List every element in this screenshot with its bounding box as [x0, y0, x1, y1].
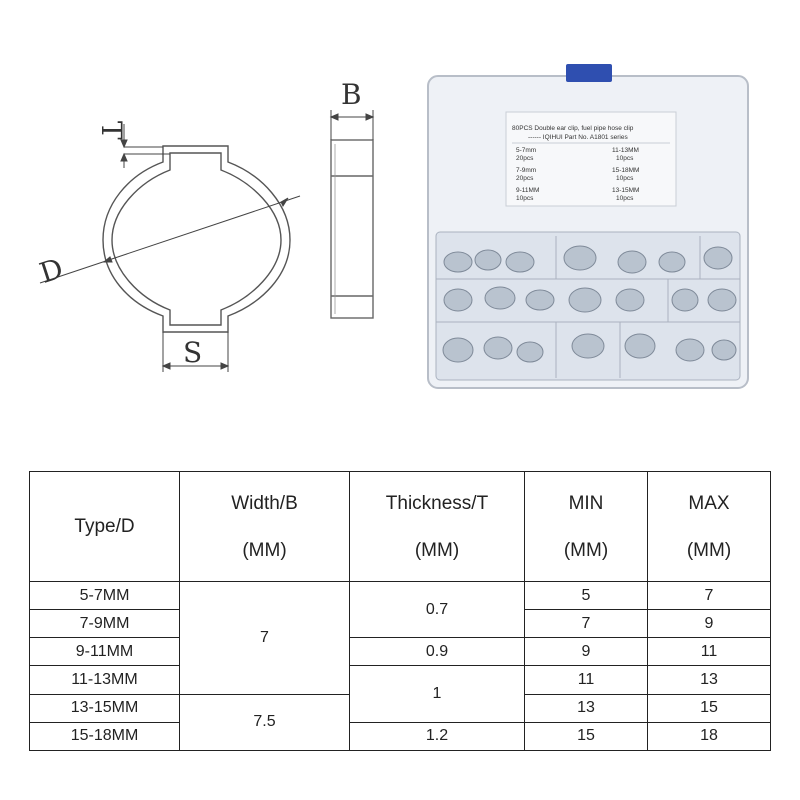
- header-max: MAX (MM): [648, 472, 771, 582]
- spec-table: [29, 471, 771, 751]
- cell-min: 9: [525, 638, 648, 666]
- label-entry-size: 11-13MM: [612, 147, 639, 154]
- label-entry-qty: 10pcs: [616, 175, 634, 182]
- label-entry-size: 5-7mm: [516, 147, 537, 154]
- cell-thickness: 1: [350, 666, 525, 722]
- label-entry-size: 13-15MM: [612, 187, 640, 194]
- header-width: Width/B (MM): [180, 472, 350, 582]
- label-entry-size: 7-9mm: [516, 167, 537, 174]
- cell-max: 18: [648, 722, 771, 750]
- diameter-dimension: [40, 196, 300, 283]
- label-entry-qty: 10pcs: [616, 195, 634, 202]
- cell-max: 13: [648, 666, 771, 694]
- table-row: [30, 666, 771, 694]
- cell-width: 7.5: [180, 694, 350, 750]
- cell-thickness: 1.2: [350, 722, 525, 750]
- table-row: [30, 582, 771, 610]
- cell-width: 7: [180, 582, 350, 695]
- cell-min: 11: [525, 666, 648, 694]
- diameter-label: D: [35, 251, 68, 290]
- cell-max: 7: [648, 582, 771, 610]
- width-label: B: [341, 78, 362, 111]
- table-row: [30, 638, 771, 666]
- cell-type: 9-11MM: [30, 638, 180, 666]
- thickness-label: T: [95, 121, 128, 140]
- span-label: S: [183, 336, 203, 369]
- product-title: 80PCS Double ear clip, fuel pipe hose clip: [512, 125, 634, 132]
- table-row: [30, 722, 771, 750]
- cell-max: 9: [648, 610, 771, 638]
- label-entry-qty: 10pcs: [516, 195, 534, 202]
- header-min: MIN (MM): [525, 472, 648, 582]
- cell-min: 7: [525, 610, 648, 638]
- label-entry-size: 15-18MM: [612, 167, 640, 174]
- cell-type: 11-13MM: [30, 666, 180, 694]
- cell-type: 7-9MM: [30, 610, 180, 638]
- cell-type: 15-18MM: [30, 722, 180, 750]
- width-dimension: [331, 110, 373, 140]
- label-entry-qty: 10pcs: [616, 155, 634, 162]
- cell-type: 13-15MM: [30, 694, 180, 722]
- product-box-photo: [428, 64, 748, 388]
- cell-min: 5: [525, 582, 648, 610]
- cell-max: 11: [648, 638, 771, 666]
- cell-type: 5-7MM: [30, 582, 180, 610]
- label-entry-size: 9-11MM: [516, 187, 540, 194]
- header-thickness: Thickness/T (MM): [350, 472, 525, 582]
- clamp-profile: [103, 146, 290, 332]
- clamp-side-view: [331, 140, 373, 318]
- cell-min: 15: [525, 722, 648, 750]
- cell-max: 15: [648, 694, 771, 722]
- cell-min: 13: [525, 694, 648, 722]
- label-entry-qty: 20pcs: [516, 155, 534, 162]
- header-type: Type/D: [30, 472, 180, 582]
- cell-thickness: 0.7: [350, 582, 525, 638]
- cell-thickness: 0.9: [350, 638, 525, 666]
- product-subtitle: ------ IQIHUI Part No. A1801 series: [528, 134, 628, 141]
- table-header-row: [30, 472, 771, 582]
- label-entry-qty: 20pcs: [516, 175, 534, 182]
